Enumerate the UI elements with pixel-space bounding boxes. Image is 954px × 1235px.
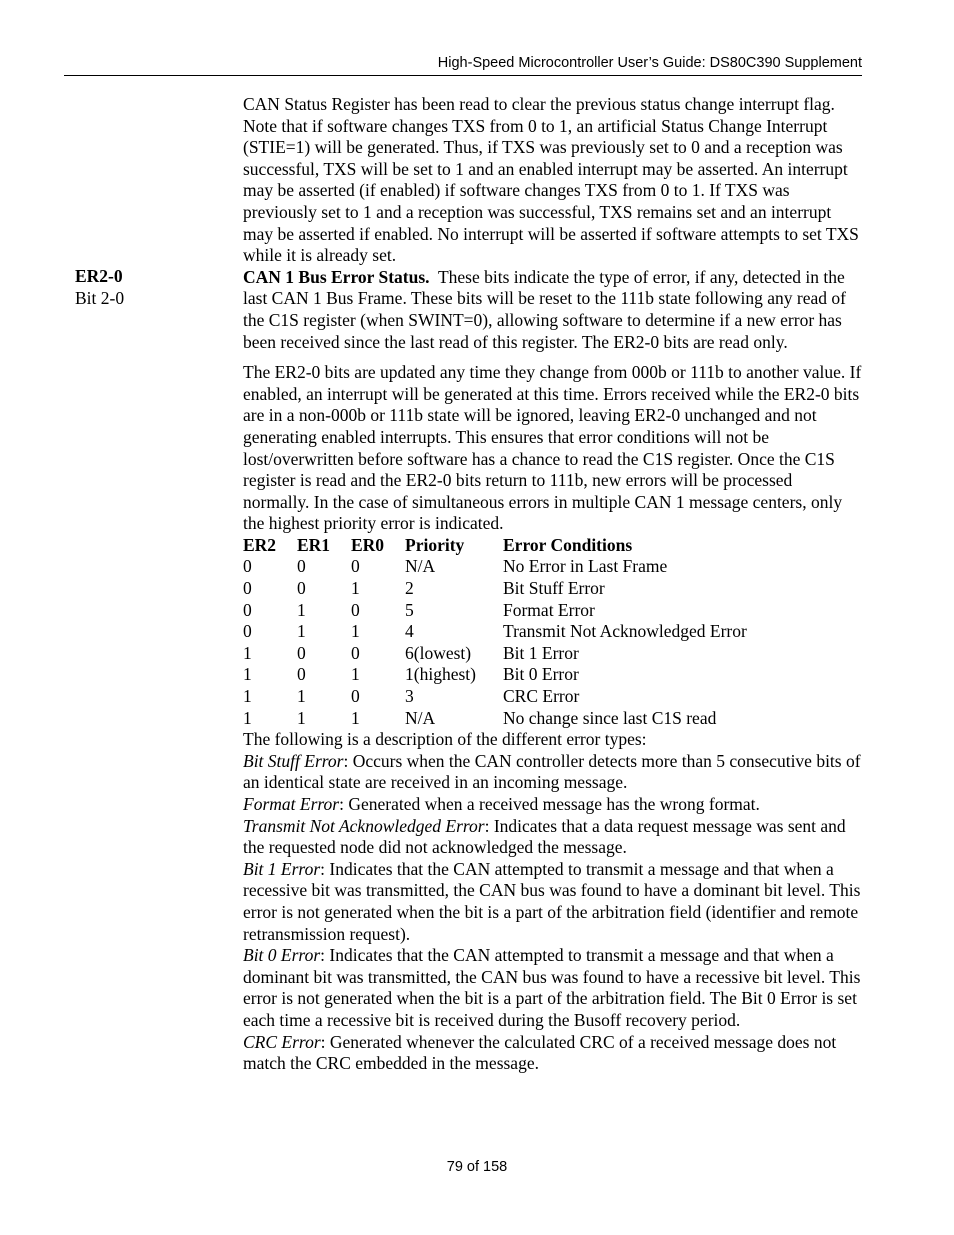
table-row bbox=[243, 708, 747, 730]
error-term: Format Error bbox=[243, 794, 340, 814]
cell-er2: 0 bbox=[243, 578, 252, 599]
cell-priority: 4 bbox=[405, 621, 414, 642]
error-description bbox=[243, 945, 863, 1031]
cell-er1: 0 bbox=[297, 578, 306, 599]
cell-er1: 0 bbox=[297, 556, 306, 577]
cell-error-condition: Transmit Not Acknowledged Error bbox=[503, 621, 747, 642]
cell-er1: 1 bbox=[297, 621, 306, 642]
field-title: CAN 1 Bus Error Status. bbox=[243, 266, 430, 287]
cell-er0: 1 bbox=[351, 707, 360, 728]
cell-er2: 1 bbox=[243, 642, 252, 663]
cell-er2: 1 bbox=[243, 686, 252, 707]
intro-paragraph: CAN Status Register has been read to clear the previous status change interrupt flag. Note that if software changes TXS from 0 to 1, an artificial Status Change Interrupt (STIE=1) will be generated. Thus, if TXS was previously set to 0 and a reception was successful, TXS will be set to 1 and an enabled interrupt may be asserted. An interrupt may be asserted (if enabled) if software changes TXS from 0 to 1. If TXS was previously set to 1 and a reception was successful, TXS remains set and an interrupt may be asserted if enabled. No interrupt will be asserted if software attempts to set TXS while it is already set. bbox=[243, 94, 859, 266]
error-term: Bit 1 Error bbox=[243, 858, 321, 879]
error-descriptions bbox=[243, 751, 863, 1075]
cell-er0: 0 bbox=[351, 599, 360, 620]
running-header: High-Speed Microcontroller User’s Guide: DS80C390 Supplement bbox=[437, 55, 862, 71]
error-description bbox=[243, 751, 863, 794]
main-content bbox=[243, 94, 863, 1075]
descriptions-intro: The following is a description of the different error types: bbox=[243, 729, 647, 750]
field-description-paragraph bbox=[243, 267, 863, 353]
cell-er0: 0 bbox=[351, 642, 360, 663]
cell-er2: 0 bbox=[243, 621, 252, 642]
header-er2: ER2 bbox=[243, 534, 277, 555]
field-paragraph-2: The ER2-0 bits are updated any time they change from 000b or 111b to another value. If enabled, an interrupt will be generated at this time. Errors received while the ER2-0 bits are in a non-000b or 111b state will be ignored, leaving ER2-0 unchanged and not generating enabled interrupts. This ensures that error conditions will not be lost/overwritten before software has a chance to read the C1S register. Once the C1S register is read and the ER2-0 bits return to 111b, new errors will be processed normally. In the case of simultaneous errors in multiple CAN 1 message centers, only the highest priority error is indicated. bbox=[243, 362, 862, 534]
cell-er1: 1 bbox=[297, 707, 306, 728]
field-name: ER2-0 bbox=[75, 266, 123, 286]
cell-er0: 1 bbox=[351, 664, 360, 685]
cell-er1: 1 bbox=[297, 686, 306, 707]
error-description bbox=[243, 816, 863, 859]
cell-priority: 6(lowest) bbox=[405, 642, 472, 663]
cell-error-condition: Bit Stuff Error bbox=[503, 578, 605, 599]
error-description bbox=[243, 794, 863, 816]
field-bits: Bit 2-0 bbox=[75, 287, 125, 308]
error-term: CRC Error bbox=[243, 1031, 321, 1052]
cell-er2: 0 bbox=[243, 556, 252, 577]
error-term: Bit 0 Error bbox=[243, 945, 321, 966]
page-number: 79 of 158 bbox=[446, 1159, 508, 1175]
header-divider bbox=[64, 75, 862, 76]
cell-priority: N/A bbox=[405, 707, 436, 728]
cell-error-condition: Bit 1 Error bbox=[503, 642, 579, 663]
field-label bbox=[75, 266, 124, 309]
error-description bbox=[243, 859, 863, 945]
header-er0: ER0 bbox=[351, 534, 385, 555]
field-description: These bits indicate the type of error, if any, detected in the last CAN 1 Bus Frame. These bits will be reset to the 111b state following any read of the C1S register (when SWINT=0), allowing software to determine if a new error has been received since the last read of this register. The ER2-0 bits are read only. bbox=[243, 266, 846, 352]
error-text: : Generated when a received message has the wrong format. bbox=[339, 794, 760, 814]
table-header-row bbox=[243, 535, 747, 557]
cell-er0: 1 bbox=[351, 621, 360, 642]
cell-er0: 0 bbox=[351, 556, 360, 577]
error-description bbox=[243, 1032, 863, 1075]
header-error-conditions: Error Conditions bbox=[503, 534, 633, 555]
error-text: : Generated whenever the calculated CRC of a received message does not match the CRC embedded in the message. bbox=[243, 1031, 837, 1074]
cell-error-condition: CRC Error bbox=[503, 686, 580, 707]
cell-error-condition: Bit 0 Error bbox=[503, 664, 579, 685]
error-text: : Indicates that the CAN attempted to transmit a message and that when a recessive bit was transmitted, the CAN bus was found to have a dominant bit level. This error is not generated when the bit is a part of the arbitration field (identifier and remote retransmission request). bbox=[243, 858, 861, 944]
error-term: Bit Stuff Error bbox=[243, 750, 344, 771]
cell-er0: 1 bbox=[351, 578, 360, 599]
cell-priority: N/A bbox=[405, 556, 436, 577]
error-text: : Occurs when the CAN controller detects more than 5 consecutive bits of an identical state are received in an incoming message. bbox=[243, 750, 861, 793]
cell-er0: 0 bbox=[351, 686, 360, 707]
cell-priority: 5 bbox=[405, 599, 414, 620]
error-code-table bbox=[243, 535, 747, 729]
cell-er1: 1 bbox=[297, 599, 306, 620]
header-er1: ER1 bbox=[297, 534, 331, 555]
header-priority: Priority bbox=[405, 534, 465, 555]
error-text: : Indicates that a data request message was sent and the requested node did not acknowledged the message. bbox=[243, 815, 846, 858]
table-row bbox=[243, 643, 747, 665]
table-row bbox=[243, 664, 747, 686]
table-row bbox=[243, 578, 747, 600]
cell-error-condition: No Error in Last Frame bbox=[503, 556, 668, 577]
cell-er1: 0 bbox=[297, 642, 306, 663]
table-row bbox=[243, 556, 747, 578]
error-term: Transmit Not Acknowledged Error bbox=[243, 815, 485, 836]
table-row bbox=[243, 686, 747, 708]
cell-er2: 1 bbox=[243, 664, 252, 685]
table-row bbox=[243, 621, 747, 643]
cell-priority: 1(highest) bbox=[405, 664, 476, 685]
error-text: : Indicates that the CAN attempted to transmit a message and that when a dominant bit was transmitted, the CAN bus was found to have a recessive bit level. This error is not generated when the bit is a part of the arbitration field. The Bit 0 Error is set each time a recessive bit is received during the Busoff recovery period. bbox=[243, 945, 861, 1030]
cell-er2: 0 bbox=[243, 599, 252, 620]
cell-error-condition: No change since last C1S read bbox=[503, 707, 717, 728]
cell-priority: 3 bbox=[405, 686, 414, 707]
cell-error-condition: Format Error bbox=[503, 599, 595, 620]
cell-priority: 2 bbox=[405, 578, 414, 599]
cell-er2: 1 bbox=[243, 707, 252, 728]
table-row bbox=[243, 600, 747, 622]
cell-er1: 0 bbox=[297, 664, 306, 685]
